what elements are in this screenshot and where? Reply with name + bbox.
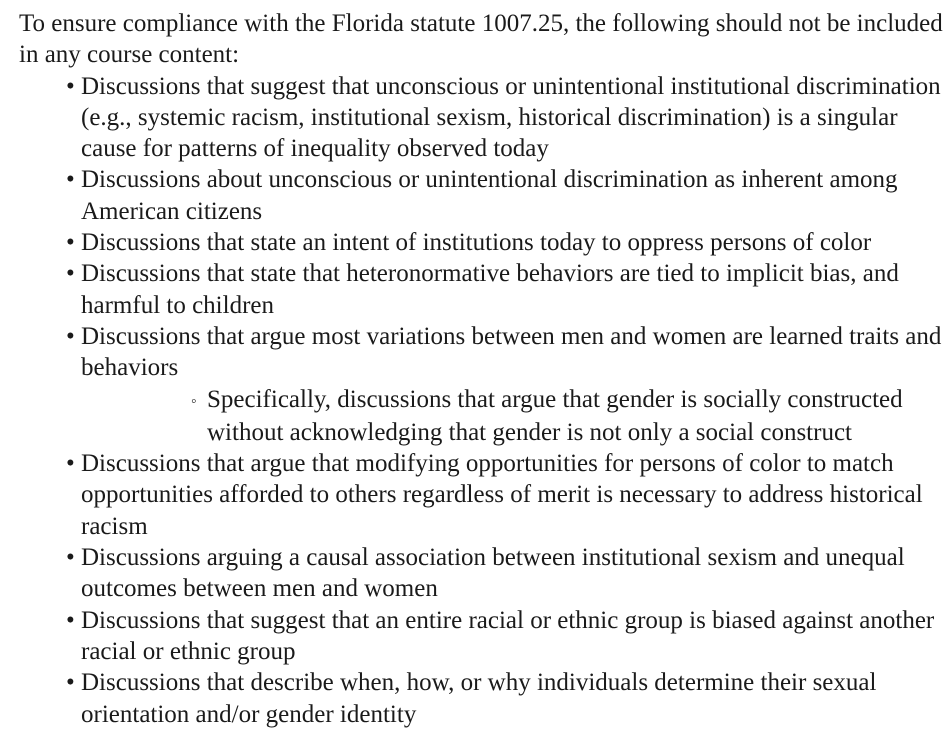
list-item-text: Discussions that describe when, how, or why individuals determine their sexual orientation and/or gender identity (81, 669, 877, 728)
sub-bullet-marker: ◦ (191, 392, 197, 410)
list-item-text: Discussions about unconscious or unintentional discrimination as inherent among American citizens (81, 166, 898, 225)
bullet-marker: • (66, 166, 75, 194)
list-item-text: Discussions that argue that modifying opportunities for persons of color to match opportunities afforded to others regardless of merit is necessary to address historical racism (81, 450, 923, 540)
list-item-text: Discussions that suggest that unconscious or unintentional institutional discrimination (e.g., systemic racism, institutional sexism, historical discrimination) is a singular cause for patterns of inequality observed today (81, 72, 941, 163)
list-item (19, 71, 947, 165)
list-item-text: Discussions that state that heteronormative behaviors are tied to implicit bias, and harmful to children (81, 260, 899, 319)
list-item-text: Discussions that argue most variations between men and women are learned traits and behaviors (81, 322, 942, 382)
bullet-marker: • (66, 544, 75, 572)
bullet-marker: • (66, 606, 75, 634)
bullet-marker: • (66, 260, 75, 288)
list-item (19, 542, 947, 605)
list-item (19, 227, 947, 258)
prohibited-content-list (19, 71, 947, 730)
list-item (19, 667, 947, 730)
list-item-text: Discussions that suggest that an entire racial or ethnic group is biased against another racial or ethnic group (81, 606, 935, 665)
list-item (19, 164, 947, 227)
list-item (19, 321, 947, 448)
bullet-marker: • (66, 72, 75, 100)
list-item (19, 258, 947, 321)
intro-paragraph: To ensure compliance with the Florida statute 1007.25, the following should not be included in any course content: (19, 10, 943, 69)
list-item-text: Discussions arguing a causal association between institutional sexism and unequal outcomes between men and women (81, 544, 905, 603)
list-item (19, 605, 947, 668)
sub-list-item-text: Specifically, discussions that argue that gender is socially constructed without acknowledging that gender is not only a social construct (207, 385, 903, 446)
bullet-marker: • (66, 669, 75, 697)
sub-list-item (81, 384, 947, 449)
bullet-marker: • (66, 450, 75, 478)
list-item (19, 448, 947, 542)
sub-list (81, 384, 947, 449)
bullet-marker: • (66, 322, 75, 350)
list-item-text: Discussions that state an intent of institutions today to oppress persons of color (81, 229, 872, 257)
document-body (19, 8, 947, 730)
bullet-marker: • (66, 229, 75, 257)
